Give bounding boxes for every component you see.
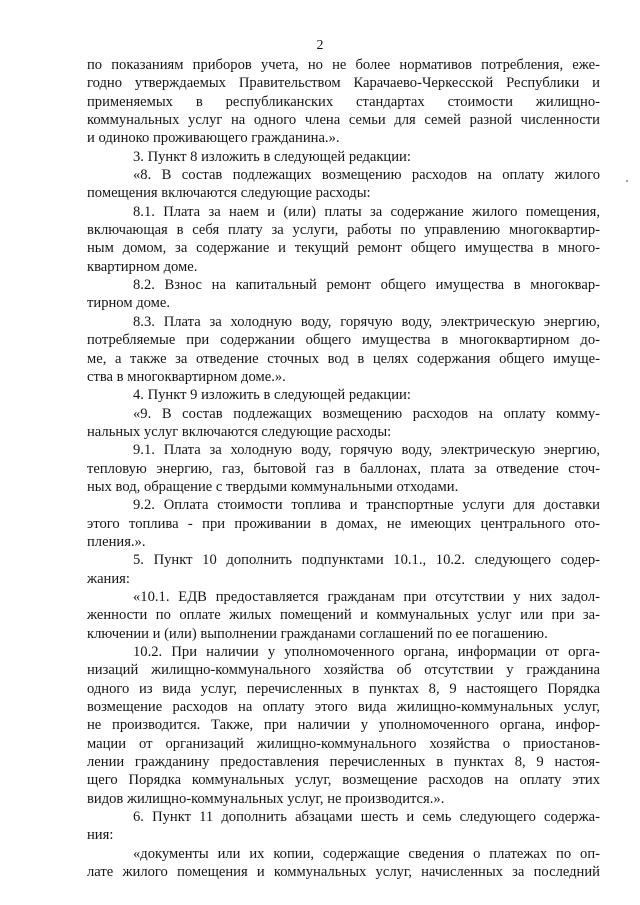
text-line: лении гражданину предоставления перечисленных в пунктах 8, 9 настоя- [87, 754, 600, 771]
text-line: щего Порядка коммунальных услуг, возмещение расходов на оплату этих [87, 772, 600, 789]
text-line: 3. Пункт 8 изложить в следующей редакции: [133, 148, 411, 165]
text-line: включающая в себя плату за услуги, работы по управлению многоквартир- [87, 222, 600, 239]
text-line: 8.1. Плата за наем и (или) платы за содержание жилого помещения, [133, 203, 600, 220]
text-line: ных вод, обращение с твердыми коммунальными отходами. [87, 478, 459, 495]
text-line: ства в многоквартирном доме.». [87, 368, 286, 385]
text-line: «документы или их копии, содержащие сведения о платежах по оп- [133, 845, 600, 862]
text-line: жания: [87, 570, 130, 587]
scan-speck [626, 180, 628, 182]
text-line: 5. Пункт 10 дополнить подпунктами 10.1., 10.2. следующего содер- [133, 552, 600, 569]
text-line: этого топлива - при проживании в домах, не имеющих центрального ото- [87, 515, 600, 532]
text-line: «8. В состав подлежащих возмещению расходов на оплату жилого [133, 167, 600, 184]
text-line: и одиноко проживающего гражданина.». [87, 130, 340, 147]
text-line: пления.». [87, 533, 146, 550]
text-line: ключении и (или) выполнении гражданами соглашений по ее погашению. [87, 625, 548, 642]
text-line: применяемых в республиканских стандартах стоимости жилищно- [87, 93, 600, 110]
text-line: тепловую энергию, газ, бытовой газ в баллонах, плата за отведение сточ- [87, 460, 600, 477]
text-line: «9. В состав подлежащих возмещению расходов на оплату комму- [133, 405, 600, 422]
text-line: 6. Пункт 11 дополнить абзацами шесть и семь следующего содержа- [133, 809, 600, 826]
text-line: ния: [87, 827, 114, 844]
text-line: помещения включаются следующие расходы: [87, 185, 371, 202]
text-line: ме, а также за отведение сточных вод в целях содержания общего имуще- [87, 350, 600, 367]
text-line: лате жилого помещения и коммунальных услуг, начисленных за последний [87, 864, 600, 881]
text-line: женности по оплате жилых помещений и коммунальных услуг или при за- [87, 607, 600, 624]
text-line: годно утверждаемых Правительством Карачаево-Черкесской Республики и [87, 75, 600, 92]
text-line: тирном доме. [87, 295, 171, 312]
text-line: 9.1. Плата за холодную воду, горячую воду, электрическую энергию, [133, 442, 600, 459]
text-line: возмещение расходов на оплату этого вида жилищно-коммунальных услуг, [87, 699, 600, 716]
text-line: потребляемые при содержании общего имущества в многоквартирном до- [87, 332, 600, 349]
text-line: не производится. Также, при наличии у уполномоченного органа, инфор- [87, 717, 600, 734]
text-line: мации от организаций жилищно-коммунального хозяйства о приостанов- [87, 735, 600, 752]
document-body [87, 56, 600, 881]
text-line: 8.2. Взнос на капитальный ремонт общего имущества в многоквар- [133, 277, 600, 294]
text-line: низаций жилищно-коммунального хозяйства об отсутствии у гражданина [87, 662, 600, 679]
text-line: видов жилищно-коммунальных услуг, не производится.». [87, 790, 445, 807]
text-line: по показаниям приборов учета, но не более нормативов потребления, еже- [87, 57, 600, 73]
text-line: 9.2. Оплата стоимости топлива и транспортные услуги для доставки [133, 497, 600, 514]
text-line: коммунальных услуг на одного члена семьи для семей разной численности [87, 112, 600, 129]
text-line: ным домом, за содержание и текущий ремонт общего имущества в много- [87, 240, 600, 257]
text-line: 8.3. Плата за холодную воду, горячую воду, электрическую энергию, [133, 313, 600, 330]
text-line: одного из вида услуг, перечисленных в пунктах 8, 9 настоящего Порядка [87, 680, 600, 697]
text-line: 4. Пункт 9 изложить в следующей редакции: [133, 387, 411, 404]
page-number: 2 [316, 38, 324, 53]
text-line: «10.1. ЕДВ предоставляется гражданам при отсутствии у них задол- [133, 588, 600, 605]
text-line: нальных услуг включаются следующие расходы: [87, 423, 392, 440]
text-line: квартирном доме. [87, 258, 198, 275]
text-line: 10.2. При наличии у уполномоченного органа, информации от орга- [133, 644, 600, 660]
